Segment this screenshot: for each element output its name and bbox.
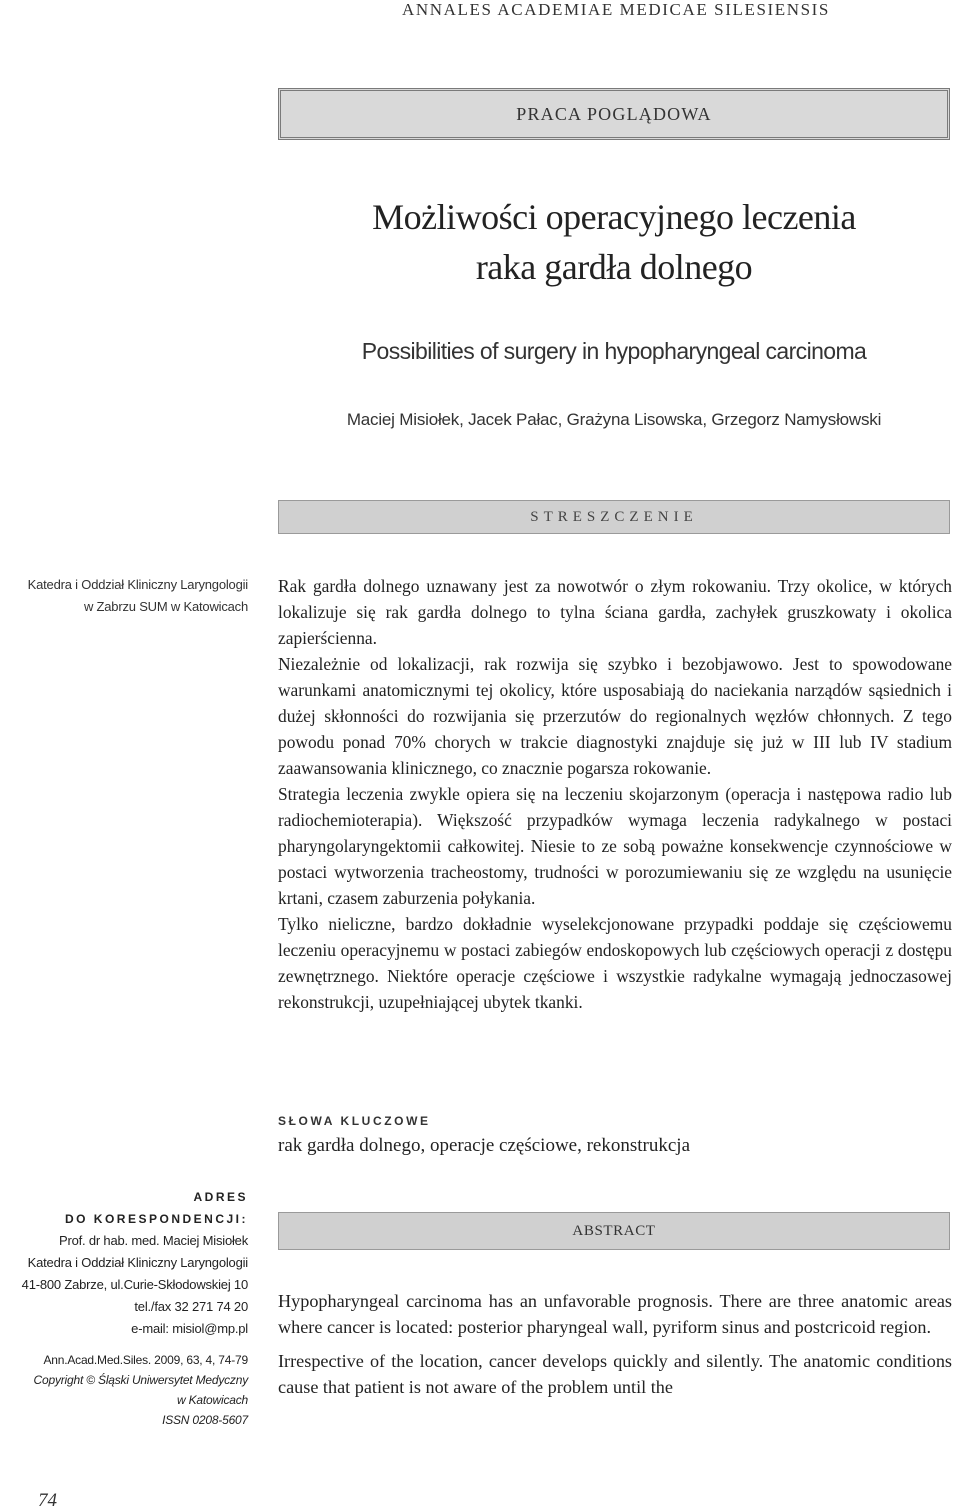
page-number: 74 xyxy=(38,1490,57,1511)
email-link[interactable]: e-mail: misiol@mp.pl xyxy=(131,1321,248,1336)
journal-reference: Ann.Acad.Med.Siles. 2009, 63, 4, 74-79 xyxy=(43,1353,248,1367)
article-type-box xyxy=(278,88,950,140)
streszczenie-paragraph: Tylko nieliczne, bardzo dokładnie wyselekcjonowane przypadki poddaje się częściowemu leczeniu operacyjnemu w postaci zabiegów endoskopowych lub częściowych operacji z dostępu zewnętrznego. Niektóre operacje częściowe i wszystkie radykalne wymagają jednoczasowej rekonstrukcji, uzupełniającej ubytek tkanki. xyxy=(278,914,952,1012)
address-line: Prof. dr hab. med. Maciej Misiołek xyxy=(59,1233,248,1248)
affiliation-line-2: w Zabrzu SUM w Katowicach xyxy=(83,599,248,614)
title-line-2: raka gardła dolnego xyxy=(475,247,753,287)
keywords-label: SŁOWA KLUCZOWE xyxy=(278,1114,431,1128)
streszczenie-paragraph: Niezależnie od lokalizacji, rak rozwija się szybko i bezobjawowo. Jest to spowodowane warunkami anatomicznymi tej okolicy, które usposabiają do naciekania narządów sąsiednich i dużej skłonności do rozwijania się przerzutów do regionalnych węzłów chłonnych. Z tego powodu ponad 70% chorych w trakcie diagnostyki znajduje się już w III lub IV stadium zaawansowania klinicznego, co znacznie pogarsza rokowanie. xyxy=(278,654,952,778)
address-line: Katedra i Oddział Kliniczny Laryngologii xyxy=(27,1255,248,1270)
address-line: 41-800 Zabrze, ul.Curie-Skłodowskiej 10 xyxy=(21,1277,248,1292)
abstract-heading-bar xyxy=(278,1212,950,1250)
abstract-paragraph: Hypopharyngeal carcinoma has an unfavorable prognosis. There are three anatomic areas where cancer is located: posterior pharyngeal wall, pyriform sinus and postcricoid region. xyxy=(278,1291,952,1337)
affiliation xyxy=(10,574,248,618)
copyright-line-2: w Katowicach xyxy=(177,1393,248,1407)
streszczenie-paragraph: Rak gardła dolnego uznawany jest za nowotwór o złym rokowaniu. Trzy okolice, w których lokalizuje się rak gardła dolnego to tylna ściana gardła, zachyłek gruszkowaty i okolica zapierścienna. xyxy=(278,576,952,648)
issn: ISSN 0208-5607 xyxy=(162,1413,248,1427)
copyright-line-1: Copyright © Śląski Uniwersytet Medyczny xyxy=(33,1373,248,1387)
abstract-heading: ABSTRACT xyxy=(572,1222,656,1239)
streszczenie-paragraph: Strategia leczenia zwykle opiera się na leczeniu skojarzonym (operacja i następowa radio lub radiochemioterapia). Większość przypadków wymaga leczenia radykalnego w postaci pharyngolaryngektomii całkowitej. Niesie to ze sobą poważne konsekwencje czynnościowe w postaci wytworzenia tracheostomy, trudności w porozumiewaniu się ze względu na usunięcie krtani, czasem zaburzenia połykania. xyxy=(278,784,952,908)
article-type: PRACA POGLĄDOWA xyxy=(516,103,712,124)
streszczenie-body xyxy=(278,573,952,1015)
authors: Maciej Misiołek, Jacek Pałac, Grażyna Lisowska, Grzegorz Namysłowski xyxy=(346,410,882,429)
abstract-body xyxy=(278,1288,952,1408)
article-title xyxy=(278,192,950,292)
address-label-2: DO KORESPONDENCJI: xyxy=(64,1212,248,1226)
address-line: tel./fax 32 271 74 20 xyxy=(134,1299,248,1314)
title-line-1: Możliwości operacyjnego leczenia xyxy=(372,197,856,237)
streszczenie-heading-bar xyxy=(278,500,950,534)
abstract-paragraph: Irrespective of the location, cancer develops quickly and silently. The anatomic conditions cause that patient is not aware of the problem until the xyxy=(278,1351,952,1397)
article-subtitle: Possibilities of surgery in hypopharyngeal carcinoma xyxy=(361,338,867,364)
journal-name: ANNALES ACADEMIAE MEDICAE SILESIENSIS xyxy=(401,0,830,19)
spacer xyxy=(10,1340,248,1350)
address-label-1: ADRES xyxy=(193,1190,248,1204)
keywords-text: rak gardła dolnego, operacje częściowe, rekonstrukcja xyxy=(278,1135,690,1156)
streszczenie-heading: STRESZCZENIE xyxy=(530,508,698,525)
affiliation-line-1: Katedra i Oddział Kliniczny Laryngologii xyxy=(27,577,248,592)
correspondence-address xyxy=(10,1186,248,1430)
